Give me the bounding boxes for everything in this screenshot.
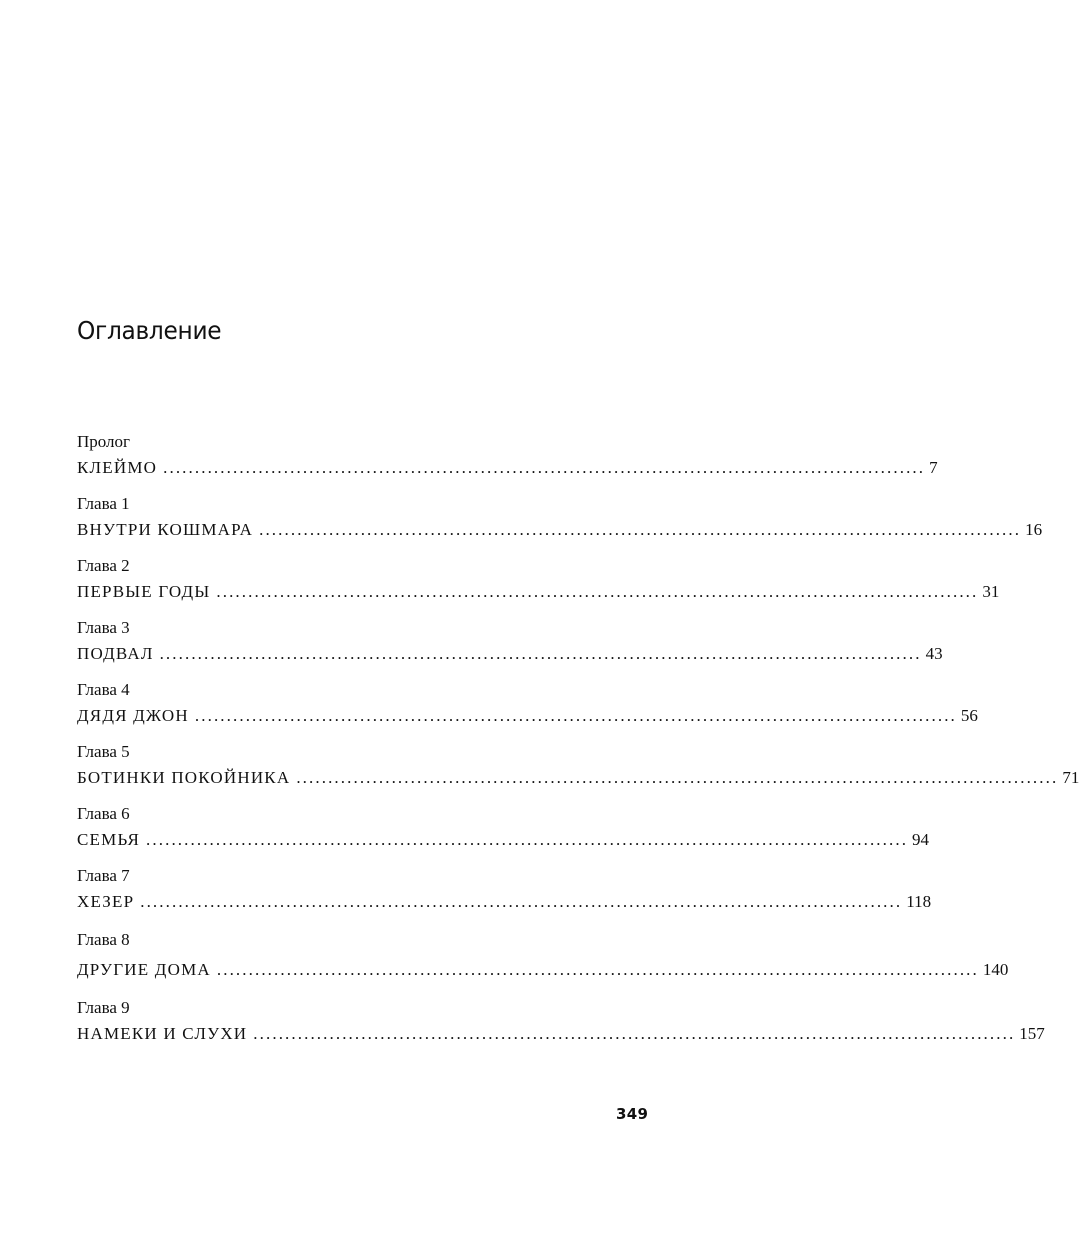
dot-leader: ........................................................................................................................ (259, 520, 1022, 539)
toc-entry (77, 930, 1009, 990)
chapter-label: Глава 9 (77, 998, 130, 1017)
toc-entry (77, 556, 1000, 616)
toc-entry (77, 432, 938, 492)
toc-line (77, 830, 930, 850)
chapter-label: Глава 4 (77, 680, 130, 699)
chapter-title: ВНУТРИ КОШМАРА (77, 520, 254, 539)
toc-line (77, 458, 938, 478)
toc-entry (77, 866, 932, 926)
dot-leader: ........................................................................................................................ (146, 830, 909, 849)
page-title: Оглавление (77, 316, 222, 345)
chapter-label: Глава 5 (77, 742, 130, 761)
toc-line (77, 706, 978, 726)
page-folio: 349 (616, 1105, 649, 1123)
page-number: 31 (982, 582, 1000, 601)
toc-line (77, 960, 1009, 980)
dot-leader: ........................................................................................................................ (253, 1024, 1016, 1043)
toc-line (77, 1024, 1045, 1044)
toc-entry (77, 494, 1043, 554)
chapter-title: ДРУГИЕ ДОМА (77, 960, 211, 979)
chapter-title: ХЕЗЕР (77, 892, 135, 911)
chapter-title: НАМЕКИ И СЛУХИ (77, 1024, 248, 1043)
page-number: 140 (982, 960, 1009, 979)
page-number: 118 (906, 892, 932, 911)
chapter-label: Глава 1 (77, 494, 130, 513)
chapter-title: ПЕРВЫЕ ГОДЫ (77, 582, 211, 601)
chapter-label: Глава 8 (77, 930, 130, 949)
toc-entry (77, 618, 943, 678)
dot-leader: ........................................................................................................................ (159, 644, 922, 663)
toc-line (77, 582, 1000, 602)
page-number: 71 (1062, 768, 1079, 787)
toc-entry (77, 680, 978, 740)
chapter-label: Глава 7 (77, 866, 130, 885)
chapter-label: Глава 2 (77, 556, 130, 575)
page-number: 7 (929, 458, 938, 477)
page-number: 157 (1019, 1024, 1045, 1043)
chapter-label: Пролог (77, 432, 131, 451)
page-number: 94 (912, 830, 930, 849)
chapter-title: СЕМЬЯ (77, 830, 141, 849)
toc-line (77, 768, 1079, 788)
dot-leader: ........................................................................................................................ (216, 960, 979, 979)
page-number: 43 (925, 644, 943, 663)
chapter-title: ПОДВАЛ (77, 644, 154, 663)
dot-leader: ........................................................................................................................ (140, 892, 903, 911)
toc-line (77, 520, 1043, 540)
toc-entry (77, 742, 1079, 802)
dot-leader: ........................................................................................................................ (163, 458, 926, 477)
chapter-title: ДЯДЯ ДЖОН (77, 706, 189, 725)
chapter-title: БОТИНКИ ПОКОЙНИКА (77, 768, 291, 787)
toc-entry (77, 804, 930, 864)
chapter-label: Глава 6 (77, 804, 130, 823)
toc-line (77, 892, 932, 912)
chapter-title: КЛЕЙМО (77, 458, 158, 477)
dot-leader: ........................................................................................................................ (216, 582, 979, 601)
dot-leader: ........................................................................................................................ (296, 768, 1059, 787)
page-number: 56 (960, 706, 978, 725)
toc-entry (77, 998, 1045, 1058)
page-number: 16 (1025, 520, 1043, 539)
toc-line (77, 644, 943, 664)
dot-leader: ........................................................................................................................ (194, 706, 957, 725)
chapter-label: Глава 3 (77, 618, 130, 637)
